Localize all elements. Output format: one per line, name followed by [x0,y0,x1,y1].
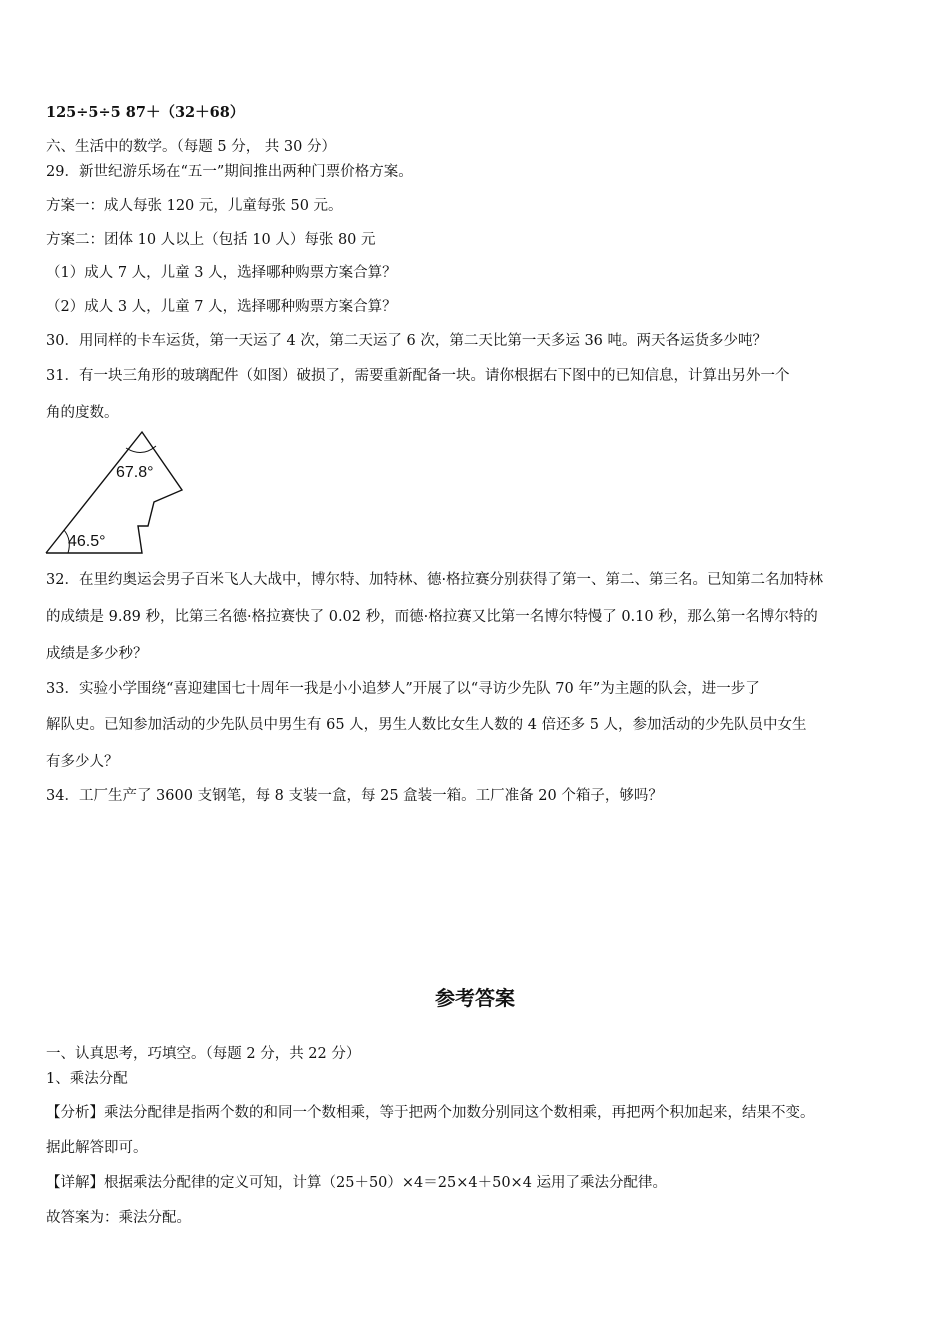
answer-1-detail: 【详解】根据乘法分配律的定义可知，计算（25＋50）×4＝25×4＋50×4 运用了乘法分配律。 [46,1175,668,1191]
question-32: 32．在里约奥运会男子百米飞人大战中，博尔特、加特林、德·格拉赛分别获得了第一、第二、第三名。已知第二名加特林 [46,572,824,588]
broken-triangle-figure [44,430,184,556]
answer-1-result: 故答案为：乘法分配。 [46,1210,191,1226]
question-33: 33．实验小学围绕“喜迎建国七十周年一我是小小追梦人”开展了以“寻访少先队 70 年”为主题的队会，进一步了 [46,681,760,697]
question-32-cont-1: 的成绩是 9.89 秒，比第三名德·格拉赛快了 0.02 秒，而德·格拉赛又比第一名博尔特慢了 0.10 秒，那么第一名博尔特的 [46,609,818,625]
question-29: 29．新世纪游乐场在“五一”期间推出两种门票价格方案。 [46,164,413,180]
plan-two: 方案二：团体 10 人以上（包括 10 人）每张 80 元 [46,232,376,248]
question-34: 34．工厂生产了 3600 支钢笔，每 8 支装一盒，每 25 盒装一箱。工厂准备 20 个箱子，够吗？ [46,788,663,804]
question-31: 31．有一块三角形的玻璃配件（如图）破损了，需要重新配备一块。请你根据右下图中的已知信息，计算出另外一个 [46,368,790,384]
answer-1: 1、乘法分配 [46,1071,128,1087]
answer-title: 参考答案 [435,986,515,1010]
question-29-part-2: （2）成人 3 人，儿童 7 人，选择哪种购票方案合算？ [46,299,397,315]
question-29-part-1: （1）成人 7 人，儿童 3 人，选择哪种购票方案合算？ [46,265,397,281]
question-30: 30．用同样的卡车运货，第一天运了 4 次，第二天运了 6 次，第二天比第一天多运 36 吨。两天各运货多少吨？ [46,333,768,349]
expression-line: 125÷5÷5 87＋（32＋68） [46,104,245,121]
triangle-outline [46,432,182,553]
question-33-cont-1: 解队史。已知参加活动的少先队员中男生有 65 人，男生人数比女生人数的 4 倍还多 5 人，参加活动的少先队员中女生 [46,717,807,733]
answer-section-one: 一、认真思考，巧填空。（每题 2 分，共 22 分） [46,1046,361,1062]
plan-one: 方案一：成人每张 120 元，儿童每张 50 元。 [46,198,343,214]
section-six-heading: 六、生活中的数学。（每题 5 分， 共 30 分） [46,139,336,155]
answer-1-analysis: 【分析】乘法分配律是指两个数的和同一个数相乘，等于把两个加数分别同这个数相乘，再把两个积加起来，结果不变。 [46,1105,815,1121]
question-32-cont-2: 成绩是多少秒？ [46,646,148,662]
bottom-angle-label: 46.5° [68,533,106,550]
top-angle-label: 67.8° [116,464,154,481]
question-33-cont-2: 有多少人？ [46,754,119,770]
question-31-cont: 角的度数。 [46,405,119,421]
answer-1-analysis-cont: 据此解答即可。 [46,1140,148,1156]
